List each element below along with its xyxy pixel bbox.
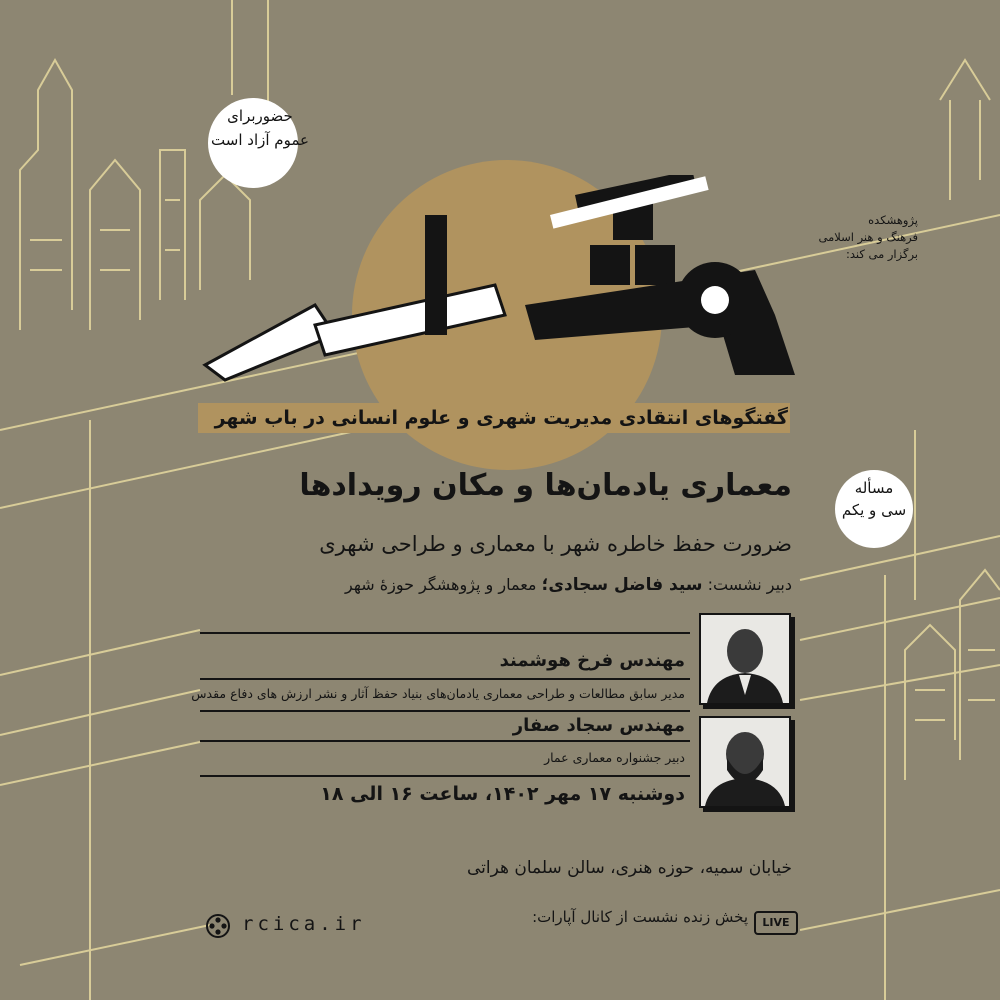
person-silhouette-icon	[701, 615, 789, 703]
event-subtitle: ضرورت حفظ خاطره شهر با معماری و طراحی شهری	[319, 532, 792, 556]
free-entry-line1: حضوربرای	[227, 107, 293, 125]
divider-line	[200, 632, 690, 634]
session-chair	[92, 575, 792, 595]
speaker-1-name: مهندس فرخ هوشمند	[499, 650, 685, 671]
organizer-credit	[808, 212, 918, 263]
free-entry-line2: عموم آزاد است	[211, 131, 309, 149]
organizer-line2: فرهنگ و هنر اسلامی	[818, 230, 918, 244]
live-stream-text: پخش زنده نشست از کانال آپارات:	[532, 908, 748, 926]
event-date-time: دوشنبه ۱۷ مهر ۱۴۰۲، ساعت ۱۶ الی ۱۸	[320, 783, 685, 805]
speaker-photo	[699, 613, 791, 705]
live-badge: LIVE	[754, 911, 798, 935]
chair-label: دبیر نشست:	[707, 575, 792, 594]
free-entry-text	[200, 106, 320, 150]
film-reel-icon	[205, 913, 231, 939]
speaker-photo	[699, 716, 791, 808]
logo-wordmark-graphic	[195, 175, 805, 395]
divider-line	[200, 740, 690, 742]
venue-address: خیابان سمیه، حوزه هنری، سالن سلمان هراتی	[467, 858, 792, 878]
divider-line	[200, 710, 690, 712]
person-silhouette-icon	[701, 718, 789, 806]
speaker-2-role: دبیر جشنواره معماری عمار	[544, 750, 685, 765]
speaker-1-role: مدیر سابق مطالعات و طراحی معماری یادمان‌های بنیاد حفظ آثار و نشر ارزش های دفاع مقدس	[191, 686, 685, 701]
chair-name: سید فاضل سجادی؛	[541, 575, 703, 595]
series-banner-text: گفتگوهای انتقادی مدیریت شهری و علوم انسانی در باب شهر	[214, 407, 788, 429]
chair-role: معمار و پژوهشگر حوزهٔ شهر	[345, 575, 537, 594]
speaker-2-name: مهندس سجاد صفار	[512, 715, 685, 736]
event-title: معماری یادمان‌ها و مکان رویدادها	[299, 468, 792, 503]
organizer-line1: پژوهشکده	[868, 213, 918, 227]
session-line1: مسأله	[854, 479, 894, 497]
organizer-line3: برگزار می کند:	[845, 247, 918, 261]
divider-line	[200, 678, 690, 680]
session-line2: سی و یکم	[841, 501, 907, 519]
session-number-text	[820, 478, 928, 520]
divider-line	[200, 775, 690, 777]
website-link[interactable]: rcica.ir	[242, 913, 366, 935]
